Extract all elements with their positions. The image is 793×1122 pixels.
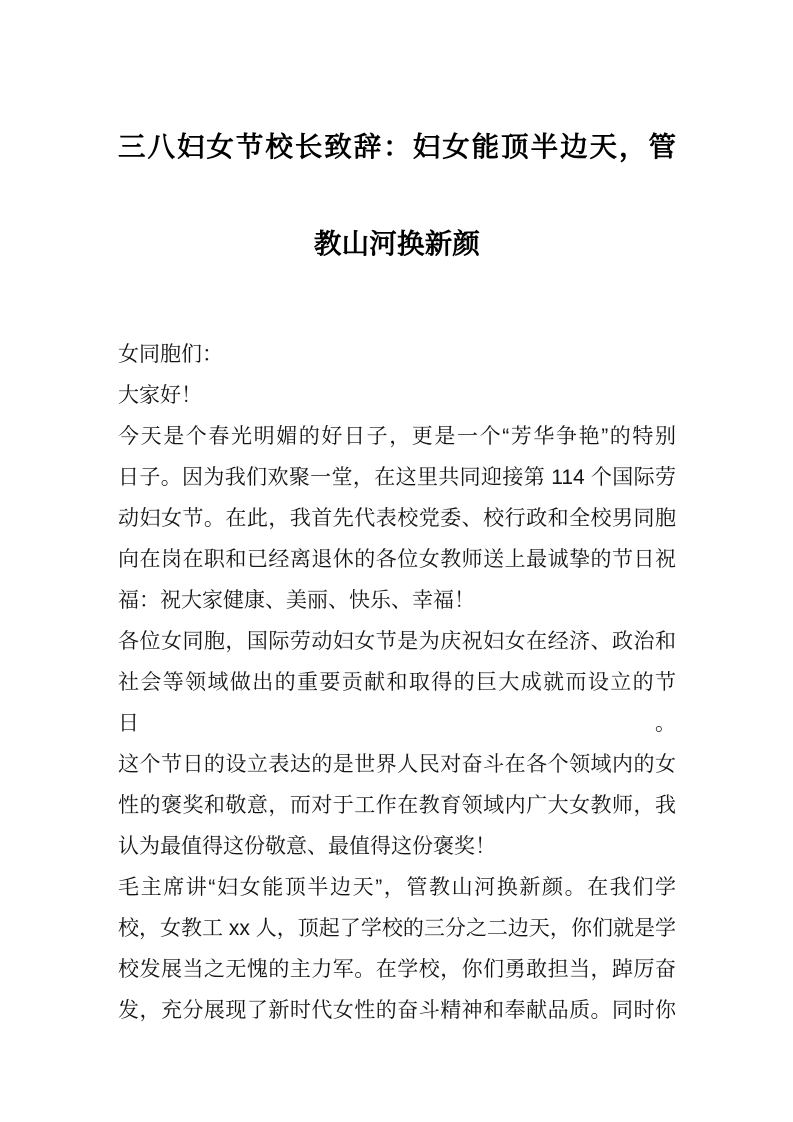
document-body (118, 334, 676, 1031)
body-line: 毛主席讲“妇女能顶半边天”，管教山河换新颜。在我们学 (118, 876, 676, 899)
body-line: 动妇女节。在此，我首先代表校党委、校行政和全校男同胞 (118, 507, 676, 530)
body-line: 各位女同胞，国际劳动妇女节是为庆祝妇女在经济、政治和 (118, 630, 676, 653)
body-line: 向在岗在职和已经离退休的各位女教师送上最诚挚的节日祝 (118, 548, 676, 571)
body-line: 校，女教工 xx 人，顶起了学校的三分之二边天，你们就是学 (118, 917, 676, 940)
body-line: 今天是个春光明媚的好日子，更是一个“芳华争艳”的特别 (118, 425, 676, 448)
body-line: 大家好！ (118, 384, 202, 407)
body-line: 性的褒奖和敬意，而对于工作在教育领域内广大女教师，我 (118, 794, 676, 817)
body-line: 福：祝大家健康、美丽、快乐、幸福！ (118, 589, 475, 612)
body-line: 认为最值得这份敬意、最值得这份褒奖！ (118, 835, 496, 858)
body-line: 日子。因为我们欢聚一堂，在这里共同迎接第 114 个国际劳 (118, 466, 676, 489)
body-line: 发，充分展现了新时代女性的奋斗精神和奉献品质。同时你 (118, 999, 676, 1022)
document-content (118, 0, 676, 1031)
body-line: 这个节日的设立表达的是世界人民对奋斗在各个领域内的女 (118, 753, 676, 776)
body-line: 女同胞们： (118, 343, 223, 366)
page-title-line-2: 教山河换新颜 (313, 228, 481, 259)
body-line: 校发展当之无愧的主力军。在学校，你们勇敢担当，踔厉奋 (118, 958, 676, 981)
body-line: 社会等领域做出的重要贡献和取得的巨大成就而设立的节日。 (118, 671, 676, 735)
page-title (118, 0, 676, 269)
page-title-line-1: 三八妇女节校长致辞：妇女能顶半边天，管 (118, 131, 676, 162)
